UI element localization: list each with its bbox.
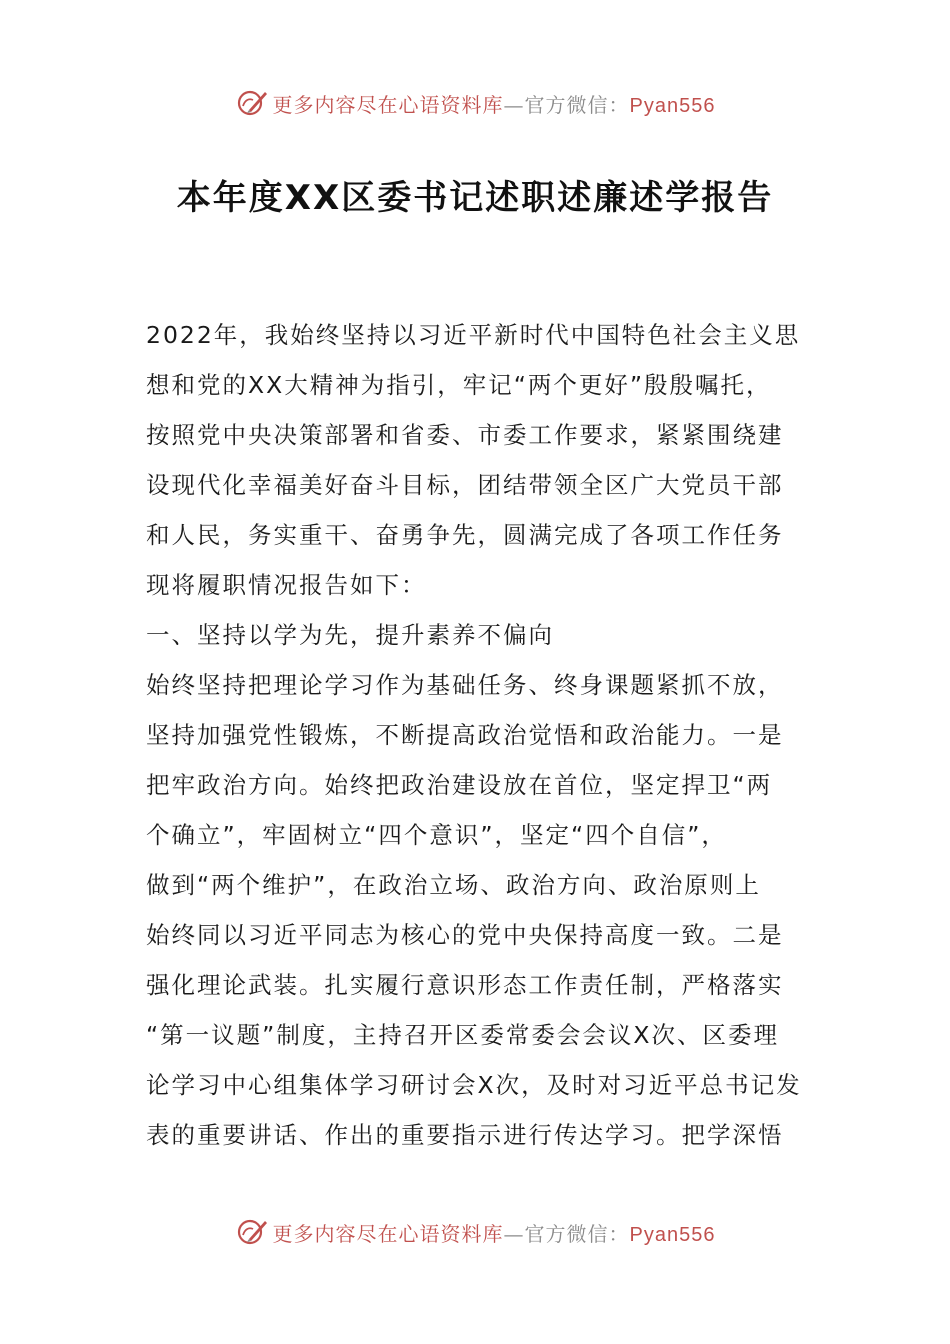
body-line: 设现代化幸福美好奋斗目标，团结带领全区广大党员干部 <box>146 471 784 499</box>
body-line: 个确立”，牢固树立“四个意识”，坚定“四个自信”， <box>146 821 727 849</box>
body-line: 论学习中心组集体学习研讨会X次，及时对习近平总书记发 <box>146 1071 802 1099</box>
watermark-dash: — <box>503 92 525 117</box>
watermark-wechat-id: Pyan556 <box>629 1223 716 1246</box>
body-line: 始终坚持把理论学习作为基础任务、终身课题紧抓不放， <box>146 671 784 699</box>
body-line: 2022年，我始终坚持以习近平新时代中国特色社会主义思 <box>146 321 801 349</box>
header-watermark <box>0 83 950 123</box>
footer-watermark <box>0 1212 950 1252</box>
watermark-sub: 官方微信： <box>524 1221 630 1246</box>
body-line: 表的重要讲话、作出的重要指示进行传达学习。把学深悟 <box>146 1121 784 1149</box>
pen-logo-icon <box>235 1215 269 1249</box>
body-line: 想和党的XX大精神为指引，牢记“两个更好”殷殷嘱托， <box>146 371 772 399</box>
body-line: 强化理论武装。扎实履行意识形态工作责任制，严格落实 <box>146 971 784 999</box>
document-title: 本年度XX区委书记述职述廉述学报告 <box>176 178 774 218</box>
body-line: “第一议题”制度，主持召开区委常委会会议X次、区委理 <box>146 1021 779 1049</box>
body-line: 把牢政治方向。始终把政治建设放在首位，坚定捍卫“两 <box>146 771 773 799</box>
watermark-dash: — <box>503 1221 525 1246</box>
body-line: 坚持加强党性锻炼，不断提高政治觉悟和政治能力。一是 <box>146 721 784 749</box>
pen-logo-icon <box>235 86 269 120</box>
body-line: 和人民，务实重干、奋勇争先，圆满完成了各项工作任务 <box>146 521 784 549</box>
watermark-wechat-id: Pyan556 <box>629 94 716 117</box>
watermark-main: 更多内容尽在心语资料库 <box>272 92 504 117</box>
body-line: 现将履职情况报告如下： <box>146 571 427 599</box>
watermark-text <box>273 89 716 118</box>
section-heading: 一、坚持以学为先，提升素养不偏向 <box>146 621 554 649</box>
document-body <box>146 310 806 1160</box>
body-line: 做到“两个维护”，在政治立场、政治方向、政治原则上 <box>146 871 761 899</box>
watermark-sub: 官方微信： <box>524 92 630 117</box>
watermark-main: 更多内容尽在心语资料库 <box>272 1221 504 1246</box>
body-line: 始终同以习近平同志为核心的党中央保持高度一致。二是 <box>146 921 784 949</box>
body-line: 按照党中央决策部署和省委、市委工作要求，紧紧围绕建 <box>146 421 784 449</box>
watermark-text <box>273 1218 716 1247</box>
